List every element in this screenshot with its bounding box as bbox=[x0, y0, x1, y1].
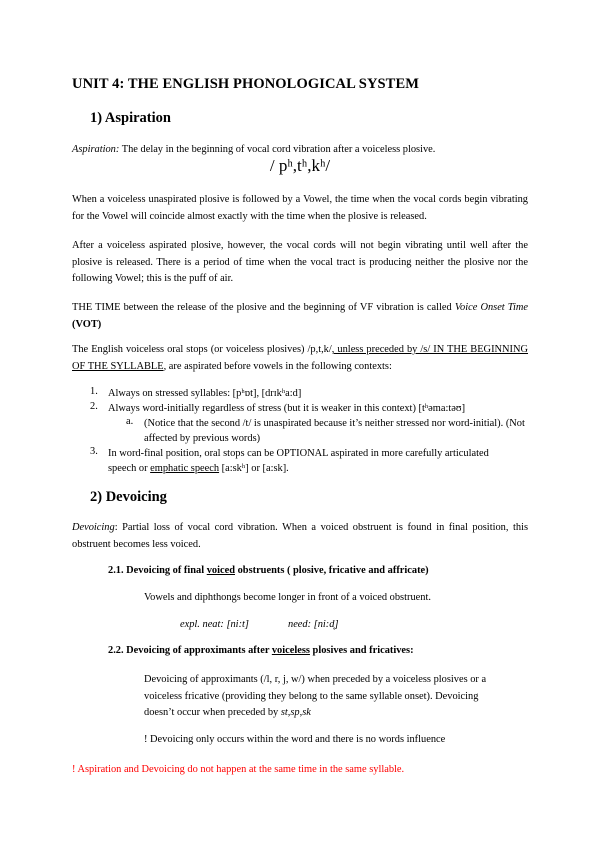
example-need: need: [ni:d̥] bbox=[288, 619, 339, 630]
devoicing-definition-text: : Partial loss of vocal cord vibration. When a voiced obstruent is found in final position, this obstruent becomes less voiced. bbox=[72, 522, 528, 550]
list-item bbox=[108, 446, 508, 476]
devoicing-term: Devoicing bbox=[72, 522, 115, 533]
subsection-2-1-text: Vowels and diphthongs become longer in front of a voiced obstruent. bbox=[144, 592, 431, 603]
subsection-2-2-text bbox=[144, 672, 510, 722]
aspiration-definition-text: The delay in the beginning of vocal cord vibration after a voiceless plosive. bbox=[119, 144, 436, 155]
stops-text-underlined: , unless preceded by /s/ IN THE BEGINNING OF THE SYLLABLE bbox=[72, 344, 529, 372]
subsection-2-2-a: 2.2. Devoicing of approximants after bbox=[108, 645, 272, 656]
subsection-2-1-b: obstruents ( plosive, fricative and affricate) bbox=[235, 565, 429, 576]
list-item: (Notice that the second /t/ is unaspirated because it’s neither stressed nor word-initial). (Not affected by previous words) bbox=[144, 418, 525, 444]
aspiration-formula bbox=[0, 156, 600, 176]
devoicing-definition bbox=[72, 520, 528, 553]
subsection-2-1-underlined: voiced bbox=[206, 565, 235, 576]
warning-note: ! Aspiration and Devoicing do not happen at the same time in the same syllable. bbox=[72, 764, 405, 775]
subsection-heading-2-1 bbox=[108, 563, 528, 580]
subsection-2-2-underlined: voiceless bbox=[271, 645, 310, 656]
list-number: 3. bbox=[90, 446, 98, 457]
section-heading-devoicing: 2) Devoicing bbox=[90, 489, 167, 505]
devoicing-note: ! Devoicing only occurs within the word and there is no words influence bbox=[144, 734, 446, 745]
vot-text: THE TIME between the release of the plosive and the beginning of VF vibration is called bbox=[72, 302, 455, 313]
list-item: Always word-initially regardless of stress (but it is weaker in this context) [tʰəma:təʊ] bbox=[108, 403, 466, 414]
aspiration-formula-text: / pʰ,tʰ,kʰ/ bbox=[269, 156, 331, 175]
list-number: 2. bbox=[90, 401, 98, 412]
list-number: a. bbox=[126, 416, 134, 427]
aspiration-paragraph-1: When a voiceless unaspirated plosive is followed by a Vowel, the time when the vocal cords begin vibrating for the Vowel will coincide almost exactly with the time when the plosive is released. bbox=[72, 194, 528, 222]
list-number: 1. bbox=[90, 386, 98, 397]
vot-paragraph bbox=[72, 300, 528, 333]
stops-paragraph bbox=[72, 342, 528, 375]
vot-term: Voice Onset Time bbox=[454, 302, 529, 313]
subsection-heading-2-2 bbox=[108, 643, 538, 660]
aspiration-term: Aspiration: bbox=[72, 144, 120, 155]
example-neat: expl. neat: [ni:t] bbox=[180, 619, 249, 630]
list-item: Always on stressed syllables: [pʰɒt], [drɪkʰa:d] bbox=[108, 388, 302, 399]
list-item-text-underlined: emphatic speech bbox=[150, 463, 220, 474]
section-heading-aspiration: 1) Aspiration bbox=[90, 110, 171, 126]
vot-abbrev: (VOT) bbox=[72, 318, 102, 330]
subsection-2-1-a: 2.1. Devoicing of final bbox=[108, 565, 207, 576]
aspiration-paragraph-2: After a voiceless aspirated plosive, however, the vocal cords will not begin vibrating until well after the plosive is released. There is a period of time when the vocal tract is producing neither the plosive nor the following Vowel; this is the puff of air. bbox=[72, 240, 528, 284]
subsection-2-2-text-a: Devoicing of approximants (/l, r, j, w/) when preceded by a voiceless plosives or a voiceless fricative (providing they belong to the same syllable onset). Devoicing doesn’t occur when preceded by bbox=[144, 674, 487, 718]
page-title: UNIT 4: THE ENGLISH PHONOLOGICAL SYSTEM bbox=[72, 76, 420, 92]
stops-text-b: , are aspirated before vowels in the following contexts: bbox=[163, 360, 392, 372]
list-item-text-a: In word-final position, oral stops can be OPTIONAL aspirated in more carefully articulated speech or bbox=[108, 448, 489, 474]
stops-text-a: The English voiceless oral stops (or voiceless plosives) /p,t,k/ bbox=[72, 344, 332, 355]
subsection-2-2-text-italic: st,sp,sk bbox=[280, 707, 311, 718]
subsection-2-2-b: plosives and fricatives: bbox=[309, 645, 414, 656]
list-item-text-b: [a:skʰ] or [a:sk]. bbox=[219, 463, 289, 474]
